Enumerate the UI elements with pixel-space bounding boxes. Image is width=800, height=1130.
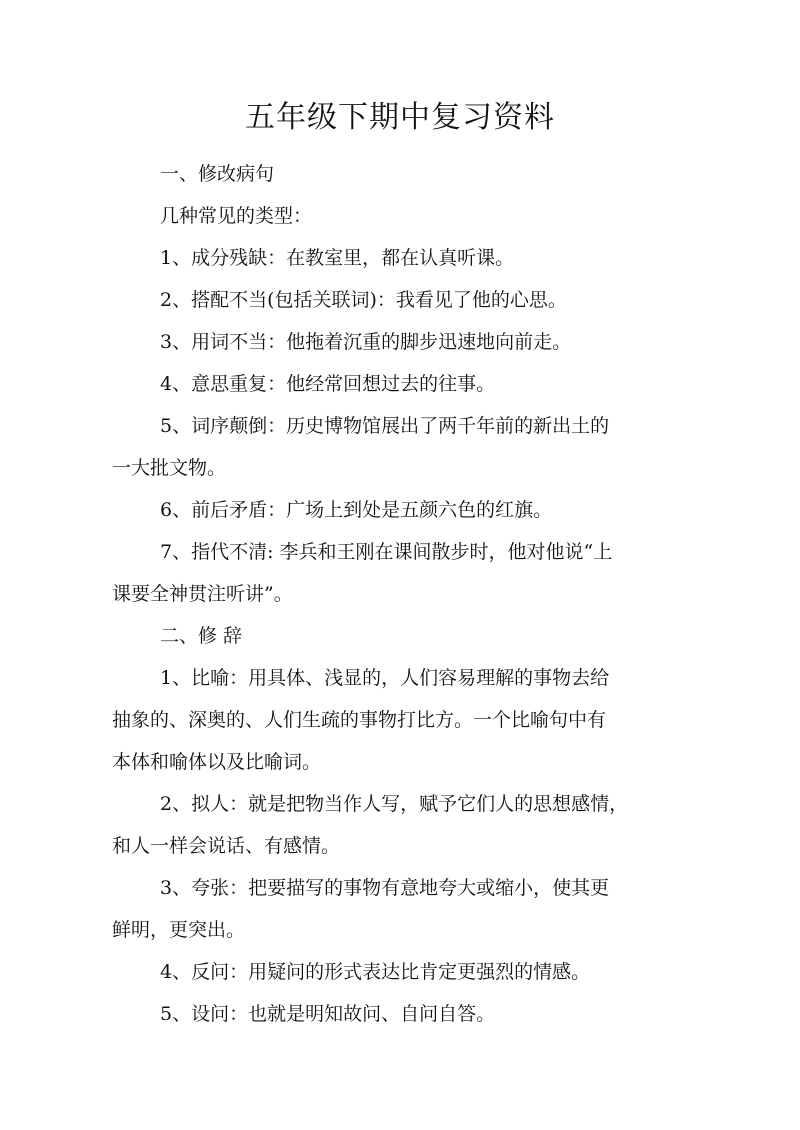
text-line: 3、用词不当：他拖着沉重的脚步迅速地向前走。	[160, 331, 572, 353]
page-title: 五年级下期中复习资料	[245, 100, 555, 135]
text-line: 二、修 辞	[160, 625, 243, 647]
text-line: 3、夸张：把要描写的事物有意地夸大或缩小，使其更	[160, 877, 610, 899]
text-line: 7、指代不清: 李兵和王刚在课间散步时，他对他说“上	[160, 541, 613, 563]
text-line: 5、词序颠倒：历史博物馆展出了两千年前的新出土的	[160, 415, 610, 437]
text-line: 2、拟人：就是把物当作人写，赋予它们人的思想感情，	[160, 793, 629, 815]
text-line: 鲜明，更突出。	[112, 919, 246, 941]
text-line: 和人一样会说话、有感情。	[112, 835, 341, 857]
text-line: 本体和喻体以及比喻词。	[112, 751, 322, 773]
text-line: 一、修改病句	[160, 163, 275, 185]
text-line: 4、反问：用疑问的形式表达比肯定更强烈的情感。	[160, 961, 591, 983]
text-line: 2、搭配不当(包括关联词)：我看见了他的心思。	[160, 289, 567, 311]
text-line: 5、设问：也就是明知故问、自问自答。	[160, 1003, 496, 1025]
text-line: 几种常见的类型：	[160, 205, 313, 227]
text-line: 课要全神贯注听讲”。	[112, 583, 293, 605]
text-line: 4、意思重复：他经常回想过去的往事。	[160, 373, 496, 395]
text-line: 1、成分残缺：在教室里，都在认真听课。	[160, 247, 515, 269]
document-body	[112, 153, 694, 1035]
text-line: 1、比喻：用具体、浅显的，人们容易理解的事物去给	[160, 667, 610, 689]
text-line: 一大批文物。	[112, 457, 227, 479]
text-line: 抽象的、深奥的、人们生疏的事物打比方。一个比喻句中有	[112, 709, 607, 731]
text-line: 6、前后矛盾：广场上到处是五颜六色的红旗。	[160, 499, 553, 521]
